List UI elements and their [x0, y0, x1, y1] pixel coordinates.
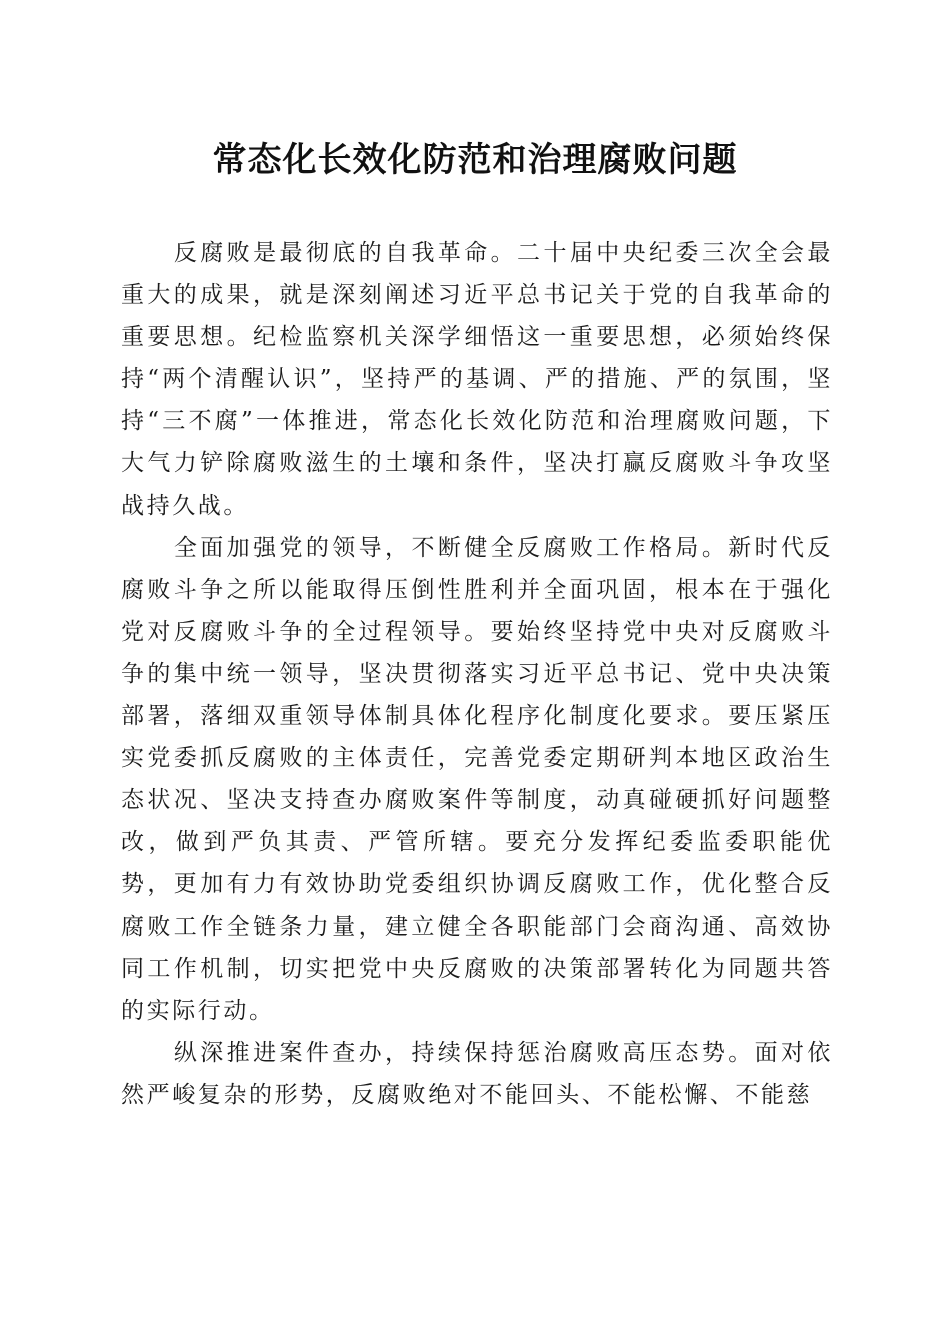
- paragraph: 全面加强党的领导，不断健全反腐败工作格局。新时代反腐败斗争之所以能取得压倒性胜利并全面巩固，根本在于强化党对反腐败斗争的全过程领导。要始终坚持党中央对反腐败斗争的集中统一领导，坚决贯彻落实习近平总书记、党中央决策部署，落细双重领导体制具体化程序化制度化要求。要压紧压实党委抓反腐败的主体责任，完善党委定期研判本地区政治生态状况、坚决支持查办腐败案件等制度，动真碰硬抓好问题整改，做到严负其责、严管所辖。要充分发挥纪委监委职能优势，更加有力有效协助党委组织协调反腐败工作，优化整合反腐败工作全链条力量，建立健全各职能部门会商沟通、高效协同工作机制，切实把党中央反腐败的决策部署转化为同题共答的实际行动。: [121, 534, 833, 1024]
- paragraph: 纵深推进案件查办，持续保持惩治腐败高压态势。面对依然严峻复杂的形势，反腐败绝对不能回头、不能松懈、不能慈: [121, 1039, 833, 1108]
- paragraph: 反腐败是最彻底的自我革命。二十届中央纪委三次全会最重大的成果，就是深刻阐述习近平总书记关于党的自我革命的重要思想。纪检监察机关深学细悟这一重要思想，必须始终保持“两个清醒认识”，坚持严的基调、严的措施、严的氛围，坚持“三不腐”一体推进，常态化长效化防范和治理腐败问题，下大气力铲除腐败滋生的土壤和条件，坚决打赢反腐败斗争攻坚战持久战。: [121, 240, 833, 519]
- document-body: [121, 232, 833, 1116]
- document-title: 常态化长效化防范和治理腐败问题: [212, 140, 738, 180]
